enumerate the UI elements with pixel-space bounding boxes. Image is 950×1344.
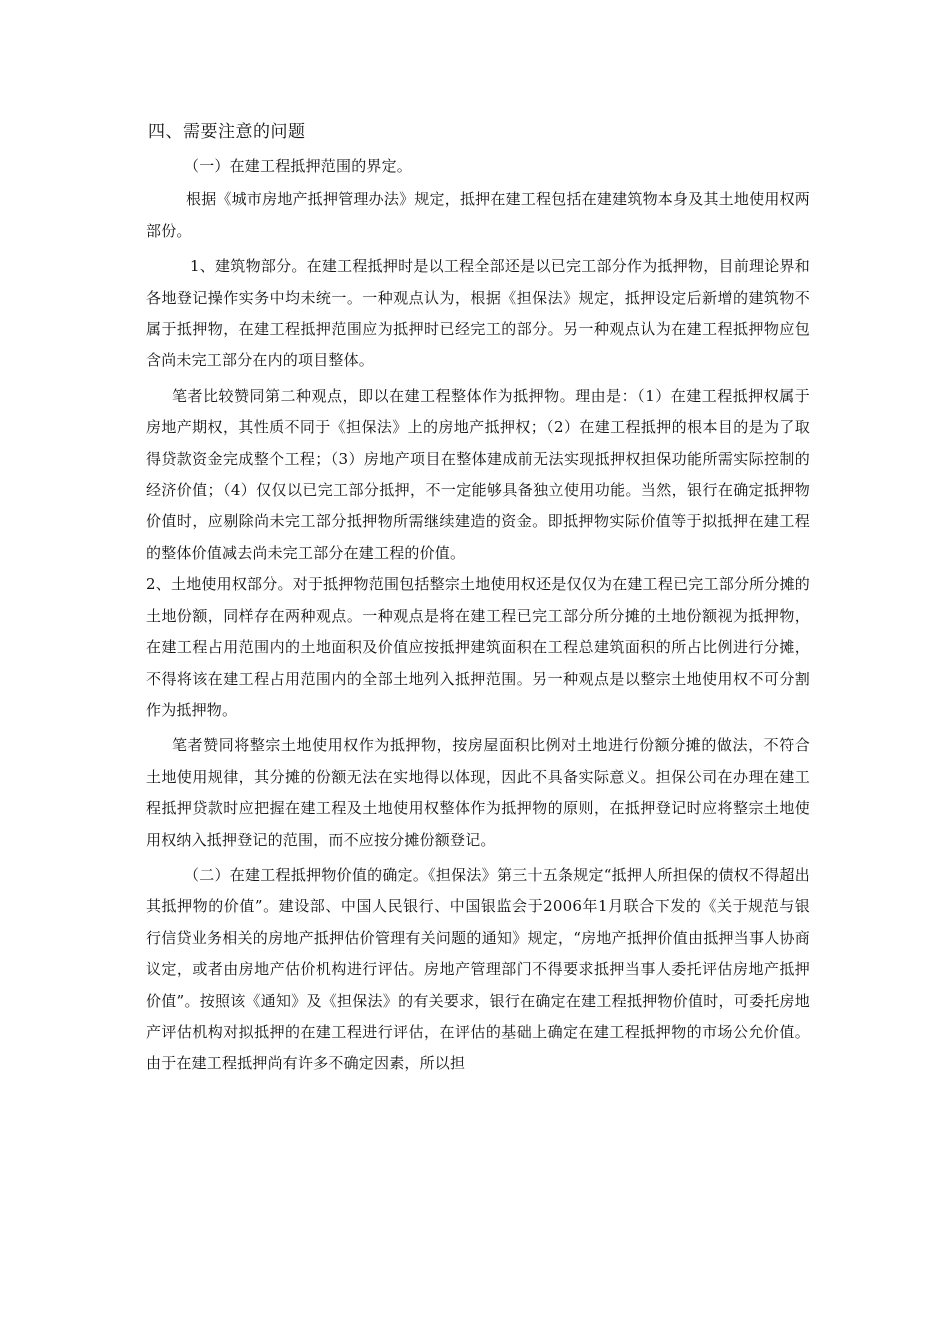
- subsection-heading-scope: （一）在建工程抵押范围的界定。: [184, 157, 413, 175]
- section-title: 四、需要注意的问题: [148, 122, 306, 142]
- document-body: [146, 116, 810, 1080]
- paragraph-author-view-2: 笔者赞同将整宗土地使用权作为抵押物，按房屋面积比例对土地进行份额分摊的做法，不符合土地使用规律，其分摊的份额无法在实地得以体现，因此不具备实际意义。担保公司在办理在建工程抵押贷款时应把握在建工程及土地使用权整体作为抵押物的原则，在抵押登记时应将整宗土地使用权纳入抵押登记的范围，而不应按分摊份额登记。: [146, 736, 810, 849]
- paragraph-collateral-value: （二）在建工程抵押物价值的确定。《担保法》第三十五条规定“抵押人所担保的债权不得超出其抵押物的价值”。建设部、中国人民银行、中国银监会于2006年1月联合下发的《关于规范与银行信贷业务相关的房地产抵押估价管理有关问题的通知》规定，“房地产抵押价值由抵押当事人协商议定，或者由房地产估价机构进行评估。房地产管理部门不得要求抵押当事人委托评估房地产抵押价值”。按照该《通知》及《担保法》的有关要求，银行在确定在建工程抵押物价值时，可委托房地产评估机构对拟抵押的在建工程进行评估，在评估的基础上确定在建工程抵押物的市场公允价值。由于在建工程抵押尚有许多不确定因素，所以担: [146, 865, 810, 1073]
- paragraph-regulation: 根据《城市房地产抵押管理办法》规定，抵押在建工程包括在建建筑物本身及其土地使用权两部份。: [146, 190, 810, 240]
- paragraph-author-view-1: 笔者比较赞同第二种观点，即以在建工程整体作为抵押物。理由是：（1）在建工程抵押权属于房地产期权，其性质不同于《担保法》上的房地产抵押权；（2）在建工程抵押的根本目的是为了取得贷款资金完成整个工程；（3）房地产项目在整体建成前无法实现抵押权担保功能所需实际控制的经济价值；（4）仅仅以已完工部分抵押，不一定能够具备独立使用功能。当然，银行在确定抵押物价值时，应剔除尚未完工部分抵押物所需继续建造的资金。即抵押物实际价值等于拟抵押在建工程的整体价值减去尚未完工部分在建工程的价值。: [146, 386, 810, 562]
- paragraph-land-use-part: 2、土地使用权部分。对于抵押物范围包括整宗土地使用权还是仅仅为在建工程已完工部分所分摊的土地份额，同样存在两种观点。一种观点是将在建工程已完工部分所分摊的土地份额视为抵押物，在建工程占用范围内的土地面积及价值应按抵押建筑面积在工程总建筑面积的所占比例进行分摊，不得将该在建工程占用范围内的全部土地列入抵押范围。另一种观点是以整宗土地使用权不可分割作为抵押物。: [146, 575, 810, 719]
- paragraph-building-part: 1、建筑物部分。在建工程抵押时是以工程全部还是以已完工部分作为抵押物，目前理论界和各地登记操作实务中均未统一。一种观点认为，根据《担保法》规定，抵押设定后新增的建筑物不属于抵押物，在建工程抵押范围应为抵押时已经完工的部分。另一种观点认为在建工程抵押物应包含尚未完工部分在内的项目整体。: [146, 257, 810, 370]
